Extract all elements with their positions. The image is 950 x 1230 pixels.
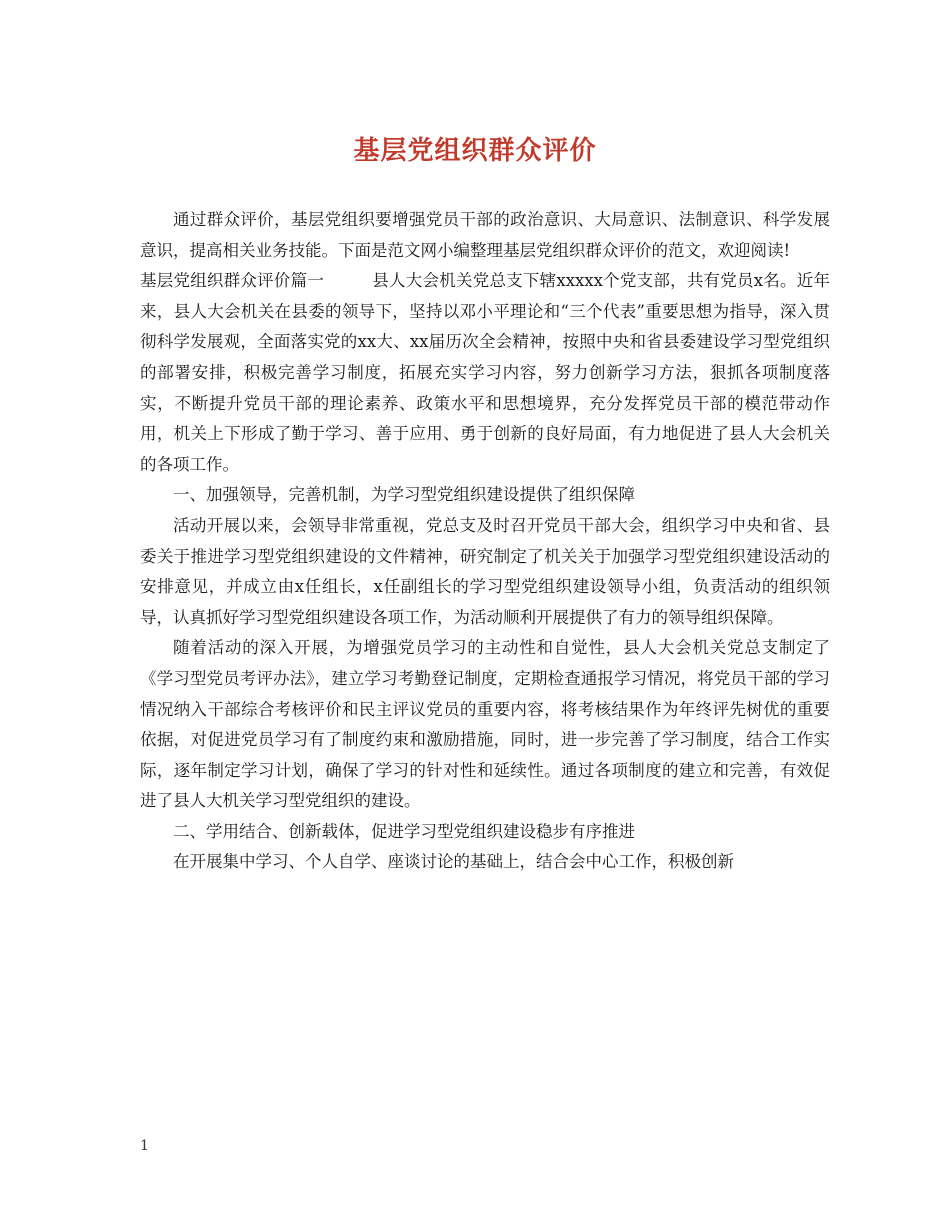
document-body	[140, 205, 830, 878]
page-number: 1	[140, 1138, 149, 1154]
heading-1: 一、加强领导，完善机制，为学习型党组织建设提供了组织保障	[173, 485, 635, 505]
section-first-paragraph	[140, 266, 830, 480]
paragraph-3: 在开展集中学习、个人自学、座谈讨论的基础上，结合会中心工作，积极创新	[173, 852, 734, 872]
document-title: 基层党组织群众评价	[353, 136, 597, 166]
section-label: 基层党组织群众评价篇一	[140, 271, 325, 291]
paragraph-2: 随着活动的深入开展，为增强党员学习的主动性和自觉性，县人大会机关党总支制定了《学习型党员考评办法》，建立学习考勤登记制度，定期检查通报学习情况，将党员干部的学习情况纳入干部综合考核评价和民主评议党员的重要内容，将考核结果作为年终评先树优的重要依据，对促进党员学习有了制度约束和激励措施，同时，进一步完善了学习制度，结合工作实际，逐年制定学习计划，确保了学习的针对性和延续性。通过各项制度的建立和完善，有效促进了县人大机关学习型党组织的建设。	[140, 638, 830, 811]
paragraph-1: 活动开展以来，会领导非常重视，党总支及时召开党员干部大会，组织学习中央和省、县委关于推进学习型党组织建设的文件精神，研究制定了机关关于加强学习型党组织建设活动的安排意见，并成立由x任组长，x任副组长的学习型党组织建设领导小组，负责活动的组织领导，认真抓好学习型党组织建设各项工作，为活动顺利开展提供了有力的领导组织保障。	[140, 515, 830, 627]
section-first-text: 县人大会机关党总支下辖xxxxx个党支部，共有党员x名。近年来，县人大会机关在县委的领导下，坚持以邓小平理论和“三个代表”重要思想为指导，深入贯彻科学发展观，全面落实党的xx大、xx届历次全会精神，按照中央和省县委建设学习型党组织的部署安排，积极完善学习制度，拓展充实学习内容，努力创新学习方法，狠抓各项制度落实，不断提升党员干部的理论素养、政策水平和思想境界，充分发挥党员干部的模范带动作用，机关上下形成了勤于学习、善于应用、勇于创新的良好局面，有力地促进了县人大会机关的各项工作。	[140, 271, 830, 474]
heading-2: 二、学用结合、创新载体，促进学习型党组织建设稳步有序推进	[173, 821, 635, 841]
intro-paragraph: 通过群众评价，基层党组织要增强党员干部的政治意识、大局意识、法制意识、科学发展意识，提高相关业务技能。下面是范文网小编整理基层党组织群众评价的范文，欢迎阅读!	[140, 210, 830, 260]
